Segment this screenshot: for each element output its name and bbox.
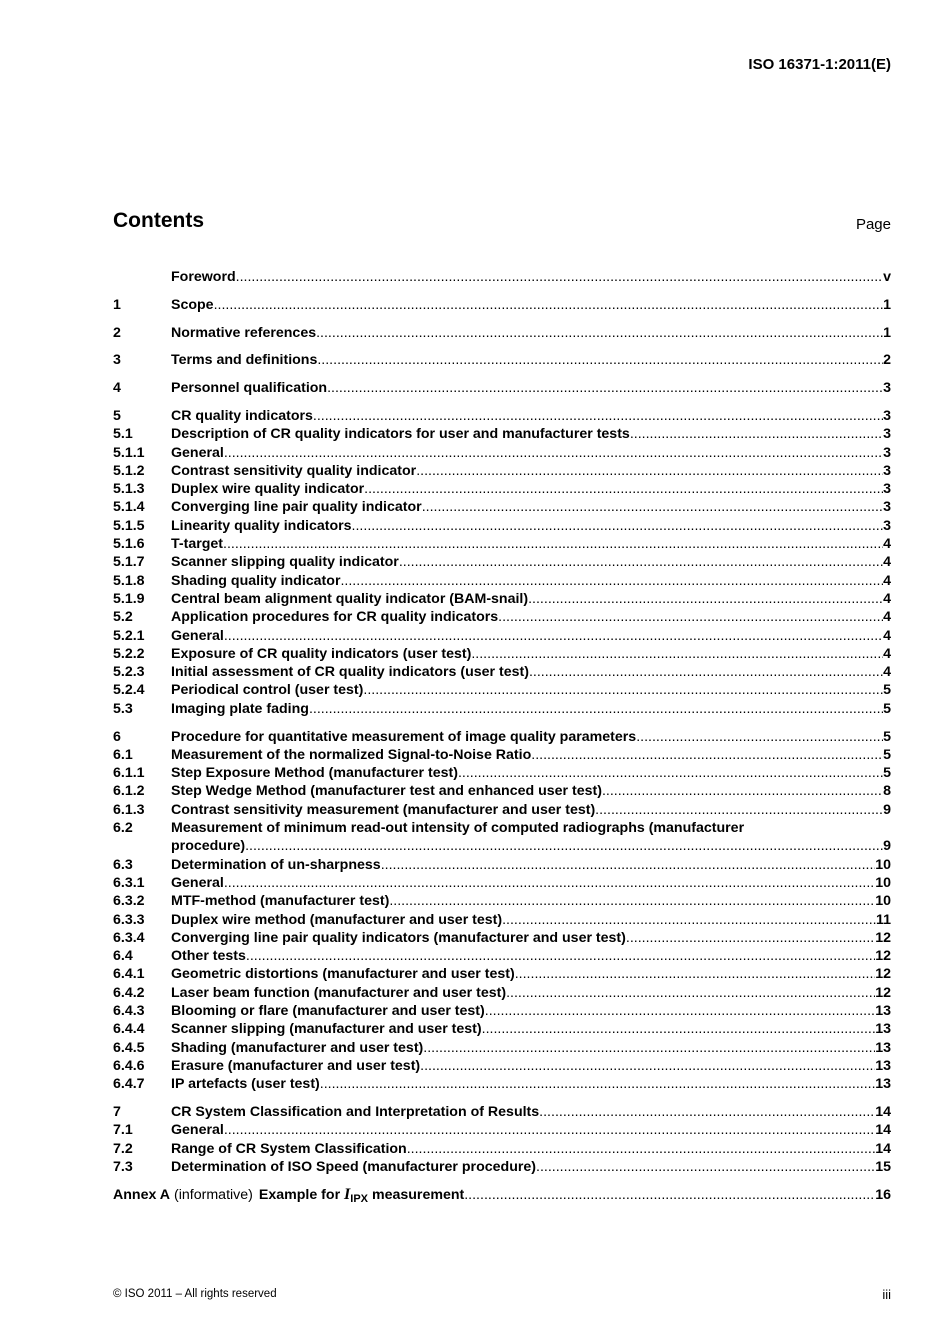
toc-leader-dots (485, 1002, 875, 1020)
toc-entry-title: procedure) (171, 838, 246, 855)
toc-entry-number: 7.1 (113, 1122, 133, 1139)
toc-entry[interactable] (113, 892, 891, 910)
toc-entry[interactable] (113, 700, 891, 718)
toc-entry-page: 14 (875, 1103, 891, 1120)
toc-entry-title-wrap (171, 1039, 875, 1057)
toc-leader-dots (364, 480, 883, 498)
toc-entry-page: 5 (883, 765, 891, 782)
toc-entry-page: 12 (875, 929, 891, 946)
toc-entry-title: MTF-method (manufacturer test) (171, 893, 390, 910)
toc-entry[interactable] (113, 1140, 891, 1158)
toc-leader-dots (245, 837, 883, 855)
toc-leader-dots (381, 856, 876, 874)
toc-entry[interactable] (113, 444, 891, 462)
page-number: iii (882, 1287, 891, 1302)
toc-entry-title-wrap (171, 627, 883, 645)
toc-entry-title: General (171, 1122, 224, 1139)
toc-entry-page: 10 (875, 893, 891, 910)
toc-entry-title: Determination of un-sharpness (171, 856, 381, 873)
toc-entry-title-wrap (171, 480, 883, 498)
toc-entry-title-wrap (171, 892, 875, 910)
toc-entry-title: Converging line pair quality indicators (manufacturer and user test) (171, 929, 626, 946)
toc-entry[interactable] (113, 517, 891, 535)
toc-leader-dots (389, 892, 875, 910)
toc-entry-number: 6.4.3 (113, 1002, 145, 1019)
toc-entry-page: 3 (883, 517, 891, 534)
toc-entry-title-wrap (171, 444, 883, 462)
toc-entry[interactable] (113, 462, 891, 480)
toc-entry-title: Initial assessment of CR quality indicators (user test) (171, 664, 529, 681)
toc-entry-title: Duplex wire method (manufacturer and user test) (171, 911, 503, 928)
toc-entry-title-wrap (171, 590, 883, 608)
toc-leader-dots (317, 351, 883, 369)
toc-entry-title: Duplex wire quality indicator (171, 481, 365, 498)
toc-leader-dots (458, 764, 883, 782)
toc-entry-title-wrap (171, 746, 883, 764)
toc-entry-number: 6.1.1 (113, 765, 145, 782)
toc-entry[interactable] (113, 1020, 891, 1038)
toc-entry-number: 5.3 (113, 700, 133, 717)
toc-entry-page: 10 (875, 874, 891, 891)
toc-entry-title: CR quality indicators (171, 407, 313, 424)
toc-entry-page: 3 (883, 444, 891, 461)
toc-entry-title: Measurement of the normalized Signal-to-Noise Ratio (171, 746, 532, 763)
toc-entry-number: 5.2.2 (113, 645, 145, 662)
toc-entry-title-wrap (171, 1020, 875, 1038)
toc-leader-dots (498, 608, 883, 626)
toc-entry[interactable] (113, 965, 891, 983)
toc-leader-dots (531, 746, 883, 764)
toc-leader-dots (224, 1121, 875, 1139)
toc-leader-dots (506, 984, 875, 1002)
toc-leader-dots (316, 324, 883, 342)
toc-entry[interactable] (113, 627, 891, 645)
toc-entry-title: Linearity quality indicators (171, 517, 352, 534)
toc-entry-number: 2 (113, 324, 121, 341)
toc-entry-title: T-target (171, 536, 224, 553)
toc-entry-page: 15 (875, 1158, 891, 1175)
toc-entry-page: 13 (875, 1039, 891, 1056)
toc-entry-title: Description of CR quality indicators for user and manufacturer tests (171, 426, 630, 443)
toc-entry-title-wrap (171, 1158, 875, 1176)
toc-leader-dots (309, 700, 883, 718)
toc-entry[interactable] (113, 645, 891, 663)
toc-entry-number: 5.2.3 (113, 664, 145, 681)
toc-entry-title: General (171, 874, 224, 891)
toc-leader-dots (352, 517, 884, 535)
toc-entry-title-wrap (171, 663, 883, 681)
toc-entry[interactable] (113, 837, 891, 855)
toc-entry-page: 12 (875, 984, 891, 1001)
toc-entry-page: 4 (883, 536, 891, 553)
toc-entry-number: 5.2.4 (113, 682, 145, 699)
toc-entry-title-wrap (171, 856, 875, 874)
toc-entry-number: 6.1 (113, 746, 133, 763)
toc-entry[interactable] (113, 498, 891, 516)
toc-entry-title-wrap (171, 572, 883, 590)
toc-entry-title-wrap (171, 553, 883, 571)
toc-leader-dots (363, 681, 883, 699)
toc-entry-title-wrap (171, 819, 891, 837)
toc-entry-number: 6.3.2 (113, 893, 145, 910)
toc-entry-page: 12 (875, 948, 891, 965)
toc-entry[interactable] (113, 553, 891, 571)
toc-leader-dots (407, 1140, 875, 1158)
toc-entry-title: Central beam alignment quality indicator (BAM-snail) (171, 590, 529, 607)
toc-leader-dots (399, 553, 883, 571)
toc-entry-title-wrap (171, 728, 883, 746)
toc-entry-page: 13 (875, 1057, 891, 1074)
toc-entry[interactable] (113, 801, 891, 819)
toc-entry[interactable] (113, 1057, 891, 1075)
toc-leader-dots (340, 572, 883, 590)
toc-entry-number: 5.1.6 (113, 536, 145, 553)
toc-leader-dots (528, 590, 883, 608)
toc-entry-title: Exposure of CR quality indicators (user test) (171, 645, 472, 662)
toc-entry-page: 4 (883, 609, 891, 626)
toc-entry-number: 6.2 (113, 820, 133, 837)
toc-entry-page: 3 (883, 426, 891, 443)
toc-entry-title-wrap (171, 782, 883, 800)
toc-entry-title-wrap (171, 324, 883, 342)
toc-entry[interactable] (113, 268, 891, 286)
toc-entry-page: 4 (883, 664, 891, 681)
toc-entry-title-wrap (171, 1002, 875, 1020)
toc-entry[interactable] (113, 819, 891, 837)
toc-entry-title: Contrast sensitivity measurement (manufacturer and user test) (171, 801, 596, 818)
toc-entry-title-wrap (171, 874, 875, 892)
toc-entry-page: 5 (883, 682, 891, 699)
toc-entry[interactable] (113, 984, 891, 1002)
toc-leader-dots (602, 782, 883, 800)
toc-leader-dots (422, 498, 883, 516)
toc-entry-title: Scope (171, 296, 214, 313)
toc-entry-number: 6.3.1 (113, 874, 145, 891)
toc-entry-title: Other tests (171, 948, 246, 965)
toc-entry-page: 14 (875, 1140, 891, 1157)
toc-leader-dots (327, 379, 883, 397)
toc-entry-number: 7 (113, 1103, 121, 1120)
toc-entry-page: 3 (883, 481, 891, 498)
toc-leader-dots (423, 1039, 875, 1057)
toc-entry-page: 1 (883, 296, 891, 313)
annex-info: (informative) (174, 1186, 253, 1203)
toc-entry-title: Measurement of minimum read-out intensity of computed radiographs (manufacturer (171, 820, 745, 837)
toc-entry-number: 3 (113, 352, 121, 369)
toc-entry-title-wrap (171, 764, 883, 782)
copyright-footer: © ISO 2011 – All rights reserved (113, 1288, 277, 1300)
toc-entry-page: 5 (883, 746, 891, 763)
toc-entry-title-wrap (171, 947, 875, 965)
toc-entry-title: Range of CR System Classification (171, 1140, 407, 1157)
toc-entry-title-wrap (171, 700, 883, 718)
annex-title-pre: Example for (258, 1186, 341, 1203)
toc-entry-number: 6.4.7 (113, 1076, 145, 1093)
toc-entry-title-wrap (171, 379, 883, 397)
toc-entry-title-wrap (171, 268, 883, 286)
annex-title-post: measurement (371, 1186, 465, 1203)
toc-leader-dots (464, 1186, 875, 1208)
toc-entry-page: 4 (883, 572, 891, 589)
toc-entry-number: 6.1.2 (113, 783, 145, 800)
toc-leader-dots (515, 965, 875, 983)
page-column-label: Page (855, 216, 891, 233)
toc-entry-title: Laser beam function (manufacturer and user test) (171, 984, 507, 1001)
toc-entry-number: 6.3.4 (113, 929, 145, 946)
toc-entry-title-wrap (171, 681, 883, 699)
toc-entry[interactable] (113, 1039, 891, 1057)
toc-entry-number: 5.1.3 (113, 481, 145, 498)
toc-entry-title: Determination of ISO Speed (manufacturer procedure) (171, 1158, 536, 1175)
toc-entry-annex[interactable] (113, 1186, 891, 1208)
toc-entry-page: 12 (875, 966, 891, 983)
toc-entry-number: 6 (113, 728, 121, 745)
toc-entry-title: Contrast sensitivity quality indicator (171, 462, 417, 479)
toc-entry-title: Shading quality indicator (171, 572, 341, 589)
toc-entry[interactable] (113, 663, 891, 681)
toc-entry-title: Imaging plate fading (171, 700, 309, 717)
toc-entry-title: Converging line pair quality indicator (171, 499, 422, 516)
toc-entry-title: Blooming or flare (manufacturer and user test) (171, 1002, 485, 1019)
toc-entry-title-wrap (171, 425, 883, 443)
toc-entry-number: 6.4.4 (113, 1021, 145, 1038)
toc-entry-number: 5.2.1 (113, 627, 145, 644)
annex-label: Annex A (113, 1186, 171, 1203)
toc-entry-number: 5.1 (113, 426, 133, 443)
toc-entry-page: 5 (883, 700, 891, 717)
toc-entry[interactable] (113, 407, 891, 425)
toc-entry-title: Scanner slipping quality indicator (171, 554, 399, 571)
toc-entry[interactable] (113, 1121, 891, 1139)
toc-entry-number: 5.1.9 (113, 590, 145, 607)
toc-entry-title-wrap (171, 984, 875, 1002)
toc-entry-page: 13 (875, 1002, 891, 1019)
toc-entry-page: 16 (875, 1186, 891, 1203)
toc-leader-dots (313, 407, 883, 425)
toc-entry[interactable] (113, 1075, 891, 1093)
toc-entry-title: CR System Classification and Interpretation of Results (171, 1103, 540, 1120)
toc-leader-dots (236, 268, 883, 286)
toc-entry-number: 5.1.1 (113, 444, 145, 461)
toc-entry-number: 5.1.2 (113, 462, 145, 479)
toc-entry-page: 9 (883, 801, 891, 818)
toc-entry-number: 5.2 (113, 609, 133, 626)
toc-entry-number: 5.1.8 (113, 572, 145, 589)
toc-entry-page: 1 (883, 324, 891, 341)
toc-entry-title: Normative references (171, 324, 317, 341)
toc-entry-page: 4 (883, 590, 891, 607)
toc-leader-dots (539, 1103, 875, 1121)
toc-entry-number: 6.3 (113, 856, 133, 873)
toc-entry-page: 3 (883, 407, 891, 424)
toc-entry-title-wrap (171, 801, 883, 819)
toc-entry[interactable] (113, 608, 891, 626)
toc-entry-page: 14 (875, 1122, 891, 1139)
toc-entry-number: 6.4.5 (113, 1039, 145, 1056)
toc-entry-page: 3 (883, 499, 891, 516)
toc-entry[interactable] (113, 480, 891, 498)
toc-entry-number: 6.1.3 (113, 801, 145, 818)
toc-entry-number: 6.4.1 (113, 966, 145, 983)
toc-leader-dots (224, 874, 875, 892)
toc-entry[interactable] (113, 874, 891, 892)
toc-leader-dots (630, 425, 883, 443)
contents-heading: Contents (113, 209, 204, 232)
toc-entry[interactable] (113, 911, 891, 929)
toc-entry-title-wrap (171, 498, 883, 516)
toc-leader-dots (626, 929, 875, 947)
toc-entry-title-wrap (171, 407, 883, 425)
toc-entry-page: 10 (875, 856, 891, 873)
toc-entry-title-wrap (171, 1057, 875, 1075)
toc-entry[interactable] (113, 764, 891, 782)
toc-entry[interactable] (113, 929, 891, 947)
toc-entry-page: 11 (876, 911, 891, 928)
toc-entry-number: 5.1.7 (113, 554, 145, 571)
table-of-contents (113, 268, 891, 1208)
toc-entry-title-wrap (171, 608, 883, 626)
toc-entry-page: 4 (883, 645, 891, 662)
toc-leader-dots (214, 296, 884, 314)
toc-entry-page: 13 (875, 1076, 891, 1093)
toc-entry[interactable] (113, 1002, 891, 1020)
toc-entry[interactable] (113, 572, 891, 590)
toc-entry[interactable] (113, 590, 891, 608)
toc-entry-title-wrap (171, 351, 883, 369)
toc-entry[interactable] (113, 947, 891, 965)
toc-entry-title-wrap (171, 645, 883, 663)
toc-entry-title (113, 1186, 464, 1208)
toc-leader-dots (595, 801, 883, 819)
toc-leader-dots (536, 1158, 875, 1176)
toc-entry-title: Periodical control (user test) (171, 682, 364, 699)
toc-entry-number: 5 (113, 407, 121, 424)
toc-entry-title-wrap (171, 929, 875, 947)
toc-entry-title-wrap (113, 1186, 875, 1208)
ipx-symbol: I (344, 1185, 351, 1203)
toc-entry-title-wrap (171, 911, 876, 929)
toc-leader-dots (246, 947, 875, 965)
toc-entry-title: Erasure (manufacturer and user test) (171, 1057, 421, 1074)
toc-entry-number: 6.4.2 (113, 984, 145, 1001)
toc-entry-title: Application procedures for CR quality indicators (171, 609, 499, 626)
toc-entry[interactable] (113, 535, 891, 553)
toc-entry[interactable] (113, 782, 891, 800)
toc-entry-number: 7.2 (113, 1140, 133, 1157)
toc-entry-number: 1 (113, 296, 121, 313)
toc-entry-number: 6.4 (113, 948, 133, 965)
toc-entry-title-wrap (171, 965, 875, 983)
toc-entry-title: Procedure for quantitative measurement of image quality parameters (171, 728, 637, 745)
toc-leader-dots (471, 645, 883, 663)
toc-entry[interactable] (113, 1158, 891, 1176)
toc-entry-number: 5.1.4 (113, 499, 145, 516)
toc-entry-page: 4 (883, 627, 891, 644)
toc-entry-title: Foreword (171, 269, 236, 285)
toc-entry-number: 5.1.5 (113, 517, 145, 534)
toc-entry[interactable] (113, 1103, 891, 1121)
toc-entry-title-wrap (171, 837, 883, 855)
toc-leader-dots (224, 444, 883, 462)
toc-leader-dots (482, 1020, 876, 1038)
toc-entry[interactable] (113, 681, 891, 699)
toc-leader-dots (224, 627, 883, 645)
toc-entry-title: Step Exposure Method (manufacturer test) (171, 765, 458, 782)
toc-entry-number: 6.3.3 (113, 911, 145, 928)
toc-entry-number: 6.4.6 (113, 1057, 145, 1074)
toc-entry[interactable] (113, 379, 891, 397)
toc-entry-page: 13 (875, 1021, 891, 1038)
toc-entry[interactable] (113, 746, 891, 764)
toc-entry-page: 3 (883, 380, 891, 397)
toc-entry-number: 4 (113, 380, 121, 397)
toc-entry[interactable] (113, 296, 891, 314)
toc-leader-dots (320, 1075, 875, 1093)
toc-entry-title-wrap (171, 517, 883, 535)
toc-entry[interactable] (113, 728, 891, 746)
toc-leader-dots (529, 663, 883, 681)
toc-entry-title-wrap (171, 1121, 875, 1139)
toc-entry[interactable] (113, 351, 891, 369)
toc-entry-title-wrap (171, 462, 883, 480)
toc-leader-dots (502, 911, 876, 929)
toc-leader-dots (420, 1057, 875, 1075)
toc-leader-dots (416, 462, 883, 480)
toc-entry-title: IP artefacts (user test) (171, 1076, 320, 1093)
toc-entry-title: Personnel qualification (171, 380, 328, 397)
toc-entry-title: Shading (manufacturer and user test) (171, 1039, 424, 1056)
toc-entry-title: General (171, 627, 224, 644)
toc-entry-title-wrap (171, 1075, 875, 1093)
toc-entry-title: Geometric distortions (manufacturer and user test) (171, 966, 515, 983)
toc-entry[interactable] (113, 425, 891, 443)
toc-entry-number: 7.3 (113, 1158, 133, 1175)
toc-leader-dots (223, 535, 883, 553)
toc-entry-title-wrap (171, 1103, 875, 1121)
toc-entry-title-wrap (171, 296, 883, 314)
toc-entry-title: Scanner slipping (manufacturer and user test) (171, 1021, 482, 1038)
toc-entry-title: Step Wedge Method (manufacturer test and enhanced user test) (171, 783, 602, 800)
toc-entry-page: 4 (883, 554, 891, 571)
toc-entry[interactable] (113, 324, 891, 342)
toc-entry-page: 8 (883, 783, 891, 800)
ipx-subscript: IPX (350, 1192, 369, 1205)
toc-entry-title-wrap (171, 1140, 875, 1158)
toc-entry-title: General (171, 444, 224, 461)
toc-entry-page: 9 (883, 838, 891, 855)
toc-leader-dots (636, 728, 883, 746)
toc-entry-title-wrap (171, 535, 883, 553)
toc-entry-title: Terms and definitions (171, 352, 318, 369)
toc-entry[interactable] (113, 856, 891, 874)
toc-entry-page: 5 (883, 728, 891, 745)
toc-entry-page: 2 (883, 352, 891, 369)
toc-entry-page: 3 (883, 462, 891, 479)
document-id: ISO 16371-1:2011(E) (748, 56, 891, 73)
toc-entry-page: v (883, 269, 891, 285)
